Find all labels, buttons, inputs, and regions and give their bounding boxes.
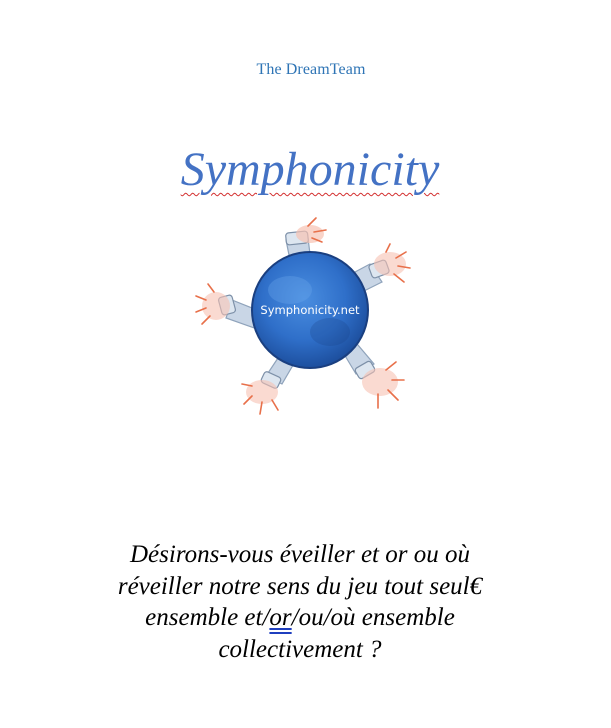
title-text: Symphonicity [180, 143, 440, 196]
symphonicity-logo [190, 212, 430, 432]
question-line-3 [0, 602, 600, 634]
document-title [0, 140, 611, 200]
underlined-or: or [269, 604, 292, 631]
question-line-3-start: ensemble et/ [145, 604, 270, 631]
question-line-1: Désirons-vous éveiller et or ou où [130, 541, 470, 568]
question-line-4: collectivement ? [218, 635, 382, 663]
team-name: The DreamTeam [256, 61, 366, 78]
logo-label: Symphonicity.net [260, 303, 360, 317]
question-text [0, 539, 600, 665]
question-line-2: réveiller notre sens du jeu tout seul€ [117, 572, 483, 600]
question-line-3-end: /ou/où ensemble [291, 604, 455, 631]
